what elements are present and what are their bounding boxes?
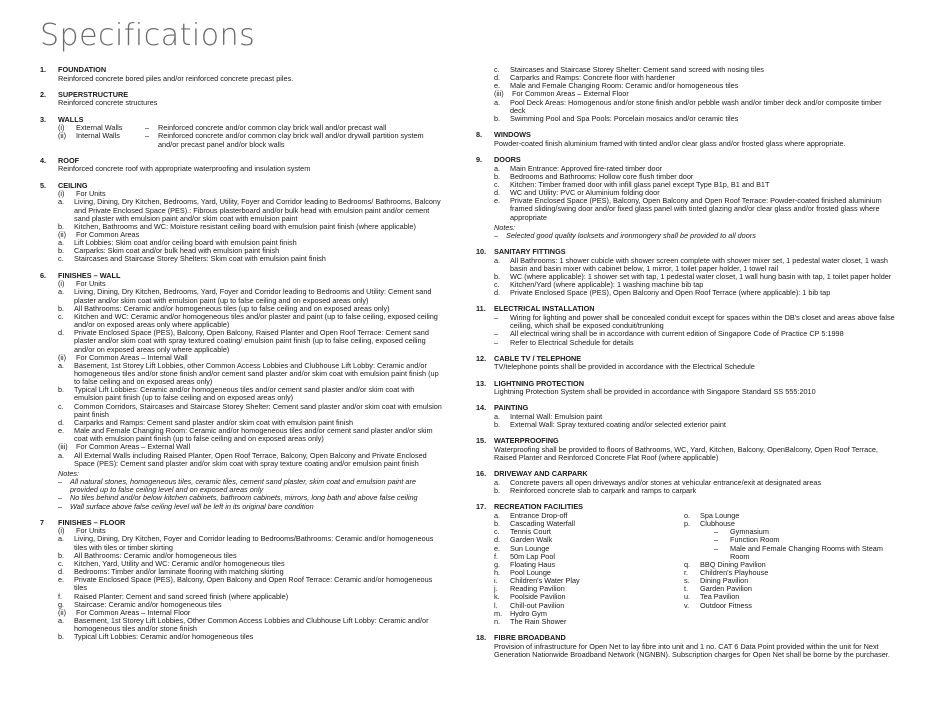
item-label: i. — [494, 576, 498, 586]
section-text: TV/telephone points shall be provided in accordance with the Electrical Schedule — [494, 362, 755, 372]
item-label: r. — [684, 567, 689, 577]
item-label: (ii) — [58, 352, 67, 362]
spec-section — [40, 519, 442, 642]
item-text: Carparks and Ramps: Cement sand plaster and/or skim coat with emulsion paint finish — [74, 417, 354, 427]
item-text: Spa Lounge — [700, 510, 740, 520]
section-title: LIGHTNING PROTECTION — [494, 378, 584, 388]
item-text: Staircase: Ceramic and/or homogeneous tiles — [74, 599, 222, 609]
item-text: Typical Lift Lobbies: Ceramic and/or homogeneous tiles — [74, 632, 254, 642]
item-text: Kitchen, Yard, Utility and WC: Ceramic and/or homogeneous tiles — [74, 558, 285, 568]
spec-section — [476, 355, 896, 372]
item-label: (i) — [58, 189, 65, 199]
section-title: FOUNDATION — [58, 65, 107, 74]
spec-item — [494, 257, 896, 273]
item-label: (i) — [58, 123, 65, 133]
note-text: All natural stones, homogeneous tiles, ceramic tiles, cement sand plaster, skim coat and emulsion paint are provided up to false ceiling level and on exposed areas only — [70, 477, 416, 495]
item-text: For Common Areas — [76, 230, 140, 239]
item-text: Dining Pavilion — [700, 576, 749, 586]
section-body — [476, 413, 896, 429]
item-label: b. — [58, 385, 65, 395]
item-label: p. — [684, 519, 691, 529]
item-label: (ii) — [58, 607, 67, 617]
item-label: b. — [494, 519, 501, 529]
section-title: RECREATION FACILITIES — [494, 502, 584, 512]
item-label: q. — [684, 559, 691, 569]
spec-item — [494, 289, 896, 297]
item-text: 50m Lap Pool — [510, 551, 556, 561]
item-text: Typical Lift Lobbies: Ceramic and/or homogeneous tiles and/or cement sand plaster and/or skim coat with emulsion paint finish (up to false ceiling and on exposed areas only) — [74, 385, 415, 403]
item-text: Garden Walk — [510, 535, 553, 545]
item-text: WC and Utility: PVC or Aluminium folding door — [510, 188, 660, 198]
item-label: – — [494, 337, 499, 347]
section-title: SUPERSTRUCTURE — [58, 89, 129, 99]
section-body — [476, 165, 896, 240]
item-label: a. — [58, 287, 65, 297]
item-text: Living, Dining, Dry Kitchen, Bedrooms, Yard, Utility, Foyer and Corridor leading to Bedrooms/ Bathrooms, Balcony and Private Enclosed Space (PES).: Fibrous plasterboard and/or bulk head with emulsion paint and/or cement sand plaster with emulsion paint and/or skim coat with emulsion paint — [74, 197, 441, 223]
spec-section — [476, 248, 896, 297]
item-text: Wiring for lighting and power shall be concealed conduit except for spaces within the DB's closet and areas above false ceiling, which shall be exposed conduit/trunking — [510, 313, 895, 331]
item-label: (i) — [58, 279, 65, 289]
item-text: Sun Lounge — [510, 543, 550, 553]
item-label: v. — [684, 600, 690, 610]
item-label: b. — [494, 113, 501, 123]
item-text: Kitchen: Timber framed door with infill glass panel except Type B1p, B1 and B1T — [510, 179, 770, 189]
section-heading — [476, 248, 896, 256]
spec-item — [58, 329, 442, 353]
item-text: Living, Dining, Dry Kitchen, Bedrooms, Yard, Foyer and Corridor leading to Bedrooms and Utility: Cement sand plaster and/or skim coat with emulsion paint (up to false ceiling and on exposed areas only) — [74, 287, 432, 305]
spec-item — [58, 452, 442, 468]
item-text: Basement, 1st Storey Lift Lobbies, other Common Access Lobbies and Clubhouse Lift Lobby: Ceramic and/or homogeneous tiles and/or stone finish and/or cement sand plaster and/or skim coat with emulsion paint finish (up to false ceiling and on exposed areas only) — [74, 360, 439, 387]
item-text: Raised Planter: Cement and sand screed finish (where applicable) — [74, 591, 289, 601]
section-body — [40, 124, 442, 148]
item-label: a. — [494, 510, 501, 520]
item-text: The Rain Shower — [510, 616, 567, 626]
spec-section — [476, 404, 896, 429]
spec-item — [58, 288, 442, 304]
note-item — [58, 503, 442, 511]
item-text: For Common Areas – External Wall — [76, 442, 191, 452]
item-label: b. — [58, 632, 65, 642]
spec-section — [40, 157, 442, 174]
item-label: (iii) — [494, 89, 504, 99]
item-label: b. — [58, 550, 65, 560]
note-text: Wall surface above false ceiling level will be left in its original bare condition — [70, 501, 314, 511]
item-text: Children's Water Play — [510, 576, 580, 586]
item-label: e. — [494, 196, 501, 206]
spec-item — [494, 487, 896, 495]
item-text: Kitchen and WC: Ceramic and/or homogeneous tiles and/or plaster and paint (up to false ceiling, exposed ceiling and/or on exposed areas only where applicable) — [74, 311, 438, 330]
item-label: c. — [494, 65, 500, 74]
item-label: d. — [494, 535, 501, 545]
item-label: k. — [494, 592, 500, 602]
section-body — [476, 257, 896, 298]
item-label: a. — [494, 411, 501, 421]
section-text: Reinforced concrete structures — [58, 98, 158, 108]
item-label: d. — [58, 417, 65, 427]
item-text: Private Enclosed Space (PES), Balcony, Open Balcony and Open Roof Terrace: Ceramic and/or homogeneous tiles — [74, 575, 433, 593]
item-text: All electrical wiring shall be in accordance with current edition of Singapore Code of Practice CP 5:1998 — [510, 329, 844, 339]
item-text: All Bathrooms: Ceramic and/or homogeneous tiles (up to false ceiling and on exposed areas only) — [74, 303, 390, 313]
item-label: f. — [494, 551, 499, 561]
section-body — [40, 165, 442, 173]
section-number: 12. — [476, 353, 487, 363]
item-label: d. — [494, 288, 501, 298]
item-label: c. — [58, 311, 64, 321]
section-number: 6. — [40, 270, 47, 280]
section-number: 17. — [476, 502, 487, 512]
item-text: All External Walls including Raised Planter, Open Roof Terrace, Balcony, Open Balcony and Private Enclosed Space (PES): Cement sand plaster and/or skim coat with spray texture coating and/or emulsion paint finish — [74, 450, 427, 468]
section-number: 7 — [40, 517, 45, 527]
item-label: c. — [58, 254, 64, 264]
section-number: 11. — [476, 304, 486, 314]
section-title: WATERPROOFING — [494, 436, 559, 446]
section-body — [476, 140, 896, 148]
item-text: BBQ Dining Pavilion — [700, 559, 766, 569]
item-text: Cascading Waterfall — [510, 519, 576, 529]
section-number: 10. — [476, 246, 487, 256]
item-text: Bedrooms and Bathrooms: Hollow core flush timber door — [510, 171, 694, 181]
section-number: 3. — [40, 114, 47, 124]
item-label: e. — [58, 426, 65, 436]
right-column — [476, 66, 896, 667]
item-text: For Common Areas – External Floor — [512, 89, 629, 99]
spec-section — [476, 305, 896, 346]
spec-item — [494, 339, 896, 347]
left-column — [40, 66, 442, 650]
item-text: Male and Female Changing Rooms with Steam Room — [730, 543, 883, 561]
spec-section — [40, 272, 442, 511]
section-number: 1. — [40, 65, 47, 74]
spec-item — [58, 617, 442, 633]
section-heading — [40, 66, 442, 74]
section-title: FIBRE BROADBAND — [494, 633, 566, 643]
facilities-column-2 — [684, 512, 884, 626]
spec-item — [58, 427, 442, 443]
dash: – — [144, 123, 150, 133]
section-number: 15. — [476, 436, 487, 446]
item-text: Kitchen/Yard (where applicable): 1 washing machine bib tap — [510, 280, 704, 290]
spec-section — [476, 131, 896, 148]
section-number: 9. — [476, 154, 483, 164]
section-title: ELECTRICAL INSTALLATION — [494, 304, 595, 314]
item-label: a. — [58, 616, 65, 626]
item-text: Tea Pavilion — [700, 592, 740, 602]
item-label: a. — [58, 534, 65, 544]
section-number: 2. — [40, 89, 47, 99]
section-text: Powder-coated finish aluminium framed with tinted and/or clear glass and/or frosted glass where appropriate. — [494, 138, 846, 148]
item-label: a. — [494, 477, 501, 487]
item-label: e. — [494, 81, 501, 91]
item-label: h. — [494, 567, 501, 577]
item-label: b. — [494, 271, 501, 281]
section-title: DOORS — [494, 154, 521, 164]
section-number: 14. — [476, 403, 487, 413]
item-text: Children's Playhouse — [700, 567, 769, 577]
item-text: All Bathrooms: Ceramic and/or homogeneous tiles — [74, 550, 237, 560]
section-body — [476, 388, 896, 396]
floor-finishes-continued — [476, 66, 896, 123]
item-label: – — [494, 329, 499, 339]
item-text: Poolside Pavilion — [510, 592, 566, 602]
item-label: a. — [494, 163, 501, 173]
section-title: CABLE TV / TELEPHONE — [494, 353, 582, 363]
item-label: c. — [494, 527, 500, 537]
section-title: SANITARY FITTINGS — [494, 246, 566, 256]
item-label: a. — [58, 450, 65, 460]
spec-item — [58, 313, 442, 329]
item-text: Staircases and Staircase Storey Shelter: Cement sand screed with nosing tiles — [510, 65, 764, 74]
item-label: a. — [58, 238, 65, 248]
item-label: b. — [494, 420, 501, 430]
item-text: Main Entrance: Approved fire-rated timber door — [510, 163, 663, 173]
section-body — [40, 280, 442, 510]
item-text: Basement, 1st Storey Lift Lobbies, Other Common Access Lobbies and Clubhouse Lift Lobby: Ceramic and/or homogeneous tiles and/or stone finish — [74, 616, 429, 634]
item-text: Internal Wall: Emulsion paint — [510, 411, 603, 421]
item-text: Male and Female Changing Room: Ceramic and/or homogeneous tiles and/or cement sand plaster and/or skim coat with emulsion paint finish (up to false ceiling and on exposed areas only) — [74, 426, 433, 444]
spec-section — [476, 503, 896, 626]
section-body — [476, 643, 896, 659]
note-text: No tiles behind and/or below kitchen cabinets, bathroom cabinets, mirrors, long bath and above false ceiling — [70, 493, 418, 503]
spec-section — [476, 156, 896, 240]
section-number: 16. — [476, 469, 487, 479]
note-item — [58, 478, 442, 494]
item-text: Floating Haus — [510, 559, 556, 569]
item-text: Outdoor Fitness — [700, 600, 752, 610]
item-text: For Common Areas – Internal Wall — [76, 352, 188, 362]
section-text: Lightning Protection System shall be provided in accordance with Singapore Standard SS 555:2010 — [494, 387, 816, 397]
page-title: Specifications — [40, 18, 256, 53]
section-heading — [476, 156, 896, 164]
item-text: For Units — [76, 526, 106, 536]
item-label: d. — [494, 188, 501, 198]
note-dash: – — [494, 230, 499, 240]
spec-item — [494, 99, 896, 115]
section-number: 8. — [476, 130, 483, 140]
item-label: c. — [58, 558, 64, 568]
item-label: l. — [494, 600, 498, 610]
item-label: d. — [58, 567, 65, 577]
dash: – — [144, 131, 150, 141]
note-dash: – — [58, 501, 63, 511]
section-body — [40, 75, 442, 83]
item-text: Garden Pavilion — [700, 584, 752, 594]
spec-item — [58, 535, 442, 551]
section-title: WALLS — [58, 114, 84, 124]
section-body — [476, 446, 896, 462]
item-label: e. — [494, 543, 501, 553]
item-text: Private Enclosed Space (PES), Open Balcony and Open Roof Terrace (where applicable): 1 bib tap — [510, 288, 831, 298]
section-title: CEILING — [58, 180, 88, 190]
section-body — [40, 527, 442, 641]
item-text: External Wall: Spray textured coating and/or selected exterior paint — [510, 420, 726, 430]
item-text: Gymnasium — [730, 527, 769, 537]
item-text: Pool Deck Areas: Homogenous and/or stone finish and/or pebble wash and/or timber deck and/or composite timber deck — [510, 97, 882, 115]
item-label: c. — [494, 280, 500, 290]
item-text: Entrance Drop-off — [510, 510, 568, 520]
item-label: c. — [494, 179, 500, 189]
section-heading — [476, 634, 896, 642]
section-body — [476, 479, 896, 495]
item-label: – — [714, 535, 719, 545]
spec-section — [476, 470, 896, 495]
facility-item — [684, 602, 884, 610]
item-text: WC (where applicable): 1 shower set with tap, 1 pedestal water closet, 1 wall hung basin with tap, 1 toilet paper holder — [510, 271, 892, 281]
item-text: Carparks: Skim coat and/or bulk head with emulsion paint finish — [74, 246, 280, 256]
item-label: o. — [684, 510, 691, 520]
spec-item — [58, 576, 442, 592]
section-number: 5. — [40, 180, 47, 190]
item-text: Male and Female Changing Room: Ceramic and/or homogeneous tiles — [510, 81, 739, 91]
item-label: m. — [494, 608, 503, 618]
item-text: Refer to Electrical Schedule for details — [510, 337, 634, 347]
spec-section — [476, 380, 896, 397]
clubhouse-sub-item — [684, 545, 884, 561]
item-text: Pool Lounge — [510, 567, 551, 577]
item-label: – — [714, 527, 719, 537]
item-text: Swimming Pool and Spa Pools: Porcelain mosaics and/or ceramic tiles — [510, 113, 739, 123]
spec-section — [476, 437, 896, 462]
item-label: b. — [58, 303, 65, 313]
item-text: Clubhouse — [700, 519, 735, 529]
facility-item — [494, 618, 684, 626]
item-label: d. — [58, 328, 65, 338]
item-label: a. — [494, 97, 501, 107]
wall-type: Internal Walls — [76, 131, 120, 141]
section-title: PAINTING — [494, 403, 529, 413]
note-text: Selected good quality locksets and ironmongery shall be provided to all doors — [506, 230, 756, 240]
item-label: a. — [58, 197, 65, 207]
section-number: 18. — [476, 633, 487, 643]
spec-item — [58, 362, 442, 386]
section-title: DRIVEWAY AND CARPARK — [494, 469, 588, 479]
item-text: Hydro Gym — [510, 608, 547, 618]
item-text: Carparks and Ramps: Concrete floor with hardener — [510, 73, 676, 83]
spec-item — [494, 314, 896, 330]
spec-item — [58, 255, 442, 263]
item-text: Function Room — [730, 535, 780, 545]
item-label: (i) — [58, 526, 65, 536]
item-label: (ii) — [58, 230, 67, 239]
section-title: FINISHES – FLOOR — [58, 517, 126, 527]
item-label: n. — [494, 616, 501, 626]
spec-item — [58, 198, 442, 222]
item-text: Staircases and Staircase Storey Shelters: Skim coat with emulsion paint finish — [74, 254, 326, 264]
section-body — [40, 99, 442, 107]
item-text: Lift Lobbies: Skim coat and/or ceiling board with emulsion paint finish — [74, 238, 297, 248]
item-text: Kitchen, Bathrooms and WC: Moisture resistant ceiling board with emulsion paint finish (where applicable) — [74, 221, 416, 231]
item-label: a. — [58, 360, 65, 370]
section-body — [476, 363, 896, 371]
item-text: Common Corridors, Staircases and Staircase Storey Shelter: Cement sand plaster and/or skim coat with emulsion paint finish — [74, 401, 442, 419]
item-label: j. — [494, 584, 498, 594]
item-text: For Common Areas – Internal Floor — [76, 607, 191, 617]
section-body — [40, 190, 442, 263]
section-number: 13. — [476, 378, 487, 388]
item-label: c. — [58, 401, 64, 411]
item-label: b. — [494, 171, 501, 181]
item-label: g. — [494, 559, 501, 569]
section-title: WINDOWS — [494, 130, 531, 140]
item-text: Tennis Court — [510, 527, 551, 537]
section-number: 4. — [40, 155, 47, 165]
item-label: – — [714, 543, 719, 553]
wall-spec: Reinforced concrete and/or common clay brick wall and/or precast wall — [158, 123, 387, 133]
section-text: Reinforced concrete bored piles and/or reinforced concrete precast piles. — [58, 73, 294, 83]
item-label: e. — [58, 575, 65, 585]
spec-section — [40, 66, 442, 83]
spec-item — [494, 197, 896, 221]
item-text: Bedrooms: Timber and/or laminate flooring with matching skirting — [74, 567, 284, 577]
section-title: ROOF — [58, 155, 80, 165]
notes-label: Notes: — [494, 222, 516, 232]
note-item — [494, 232, 896, 240]
item-label: (iii) — [58, 442, 68, 452]
spec-section — [476, 634, 896, 659]
item-label: f. — [58, 591, 63, 601]
notes-label: Notes: — [58, 468, 80, 478]
spec-item — [58, 403, 442, 419]
item-text: Living, Dining, Dry Kitchen, Foyer and Corridor leading to Bedrooms/Bathrooms: Ceramic and/or homogeneous tiles with tiles or timber skirting — [74, 534, 434, 552]
section-text: Reinforced concrete roof with appropriate waterproofing and insulation system — [58, 164, 311, 174]
item-label: g. — [58, 599, 65, 609]
facilities-column-1 — [494, 512, 684, 626]
item-label: b. — [58, 246, 65, 256]
item-label: a. — [494, 255, 501, 265]
item-text: Chill-out Pavilion — [510, 600, 565, 610]
wall-item — [58, 132, 442, 148]
item-text: Concrete pavers all open driveways and/or stones at vehicular entrance/exit at designated areas — [510, 477, 822, 487]
item-label: s. — [684, 576, 690, 586]
spec-item — [494, 421, 896, 429]
spec-section — [40, 182, 442, 264]
item-text: Reinforced concrete slab to carpark and ramps to carpark — [510, 486, 697, 496]
section-text: Waterproofing shall be provided to floors of Bathrooms, WC, Yard, Kitchen, Balcony, OpenBalcony, Open Roof Terrace, Raised Planter and Reinforced Concrete Flat Roof (where applicable) — [494, 444, 878, 463]
item-label: b. — [58, 221, 65, 231]
item-text: Private Enclosed Space (PES), Balcony, Open Balcony, Raised Planter and Open Roof Terrace: Cement sand plaster and/or skim coat with spray textured coating/ emulsion paint finish (up to false ceiling, exposed ceiling and/or on exposed areas only where applicable) — [74, 328, 429, 354]
spec-item — [58, 633, 442, 641]
section-title: FINISHES – WALL — [58, 270, 121, 280]
item-label: (ii) — [58, 131, 67, 141]
item-label: t. — [684, 584, 689, 594]
item-label: – — [494, 313, 499, 323]
item-label: b. — [494, 486, 501, 496]
facilities-list — [476, 512, 896, 626]
section-body — [476, 314, 896, 347]
item-text: Reading Pavilion — [510, 584, 565, 594]
item-label: u. — [684, 592, 691, 602]
item-text: Private Enclosed Space (PES), Balcony, Open Balcony and Open Roof Terrace: Powder-coated finished aluminium framed sliding/swing door and/or fixed glass panel with tinted glazing and/or clear glass and/or frosted glass where appropriate — [510, 196, 882, 222]
wall-type: External Walls — [76, 123, 123, 133]
spec-section — [40, 116, 442, 149]
note-dash: – — [58, 477, 63, 487]
item-text: For Units — [76, 189, 106, 199]
spec-item — [58, 386, 442, 402]
spec-section — [40, 91, 442, 108]
item-text: All Bathrooms: 1 shower cubicle with shower screen complete with shower mixer set, 1 pedestal water closet, 1 wash basin and basin mixer with cabinet below, 1 mirror, 1 toilet paper holder, 1 towel rail — [510, 255, 888, 273]
spec-item — [494, 115, 896, 123]
item-text: For Units — [76, 279, 106, 289]
section-text: Provision of infrastructure for Open Net to lay fibre into unit and 1 no. CAT 6 Data Point provided within the unit for Next Generation Nationwide Broadband Network (NGNBN). Subscription charges for Open Net shall be borne by the purchaser. — [494, 641, 890, 659]
wall-spec: Reinforced concrete and/or common clay brick wall and/or drywall partition system and/or precast panel and/or block walls — [158, 131, 424, 149]
item-label: d. — [494, 73, 501, 83]
note-dash: – — [58, 493, 63, 503]
